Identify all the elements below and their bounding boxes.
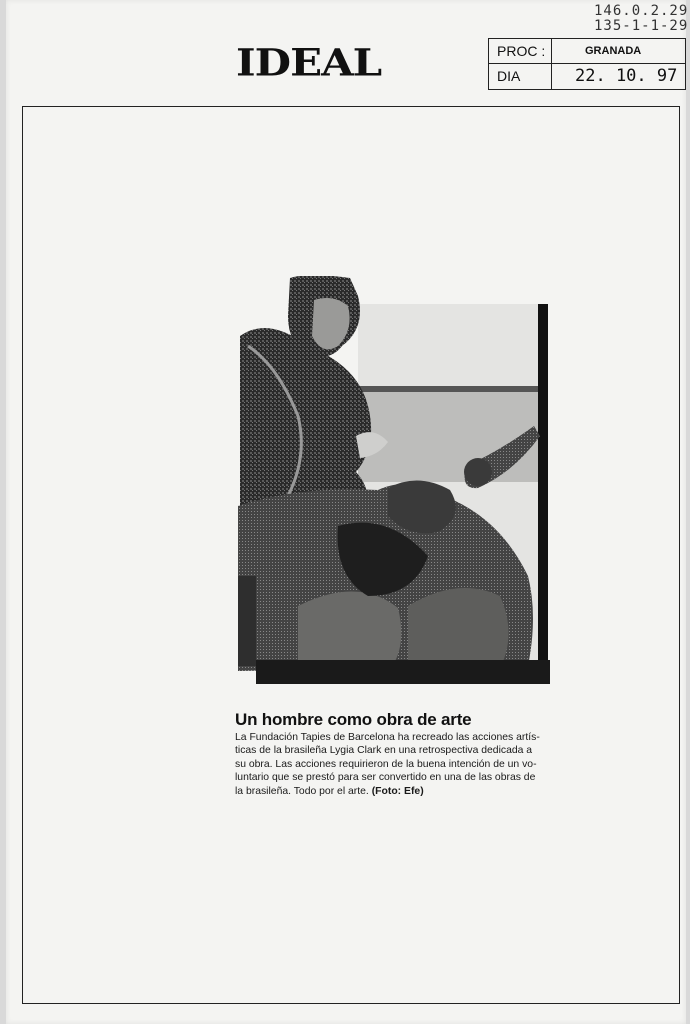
- archive-reference-note: [594, 4, 690, 34]
- photo-caption: [235, 731, 553, 798]
- caption-line: su obra. Las acciones requirieron de la buena intención de un vo-: [235, 758, 537, 770]
- proc-value: GRANADA: [585, 45, 642, 57]
- caption-line: la brasileña. Todo por el arte.: [235, 785, 369, 797]
- dia-label: DIA: [497, 68, 521, 84]
- article-headline: Un hombre como obra de arte: [235, 710, 472, 729]
- proc-label: PROC :: [497, 43, 546, 59]
- archive-reference-line-2: 135-1-1-29: [594, 18, 689, 34]
- caption-line: La Fundación Tapies de Barcelona ha recreado las acciones artís-: [235, 732, 540, 743]
- newspaper-masthead: IDEAL: [236, 40, 382, 85]
- newspaper-clipping-page: [6, 0, 689, 1024]
- caption-line: ticas de la brasileña Lygia Clark en una retrospectiva dedicada a: [235, 745, 533, 757]
- caption-line: luntario que se prestó para ser convertido en una de las obras de: [235, 772, 536, 784]
- press-photo: [238, 276, 550, 684]
- caption-line-last: [235, 785, 553, 798]
- archive-reference-line-1: 146.0.2.29: [594, 3, 689, 19]
- dia-value: 22. 10. 97: [575, 66, 678, 86]
- photo-credit: (Foto: Efe): [371, 785, 424, 797]
- source-date-stamp: [488, 38, 686, 90]
